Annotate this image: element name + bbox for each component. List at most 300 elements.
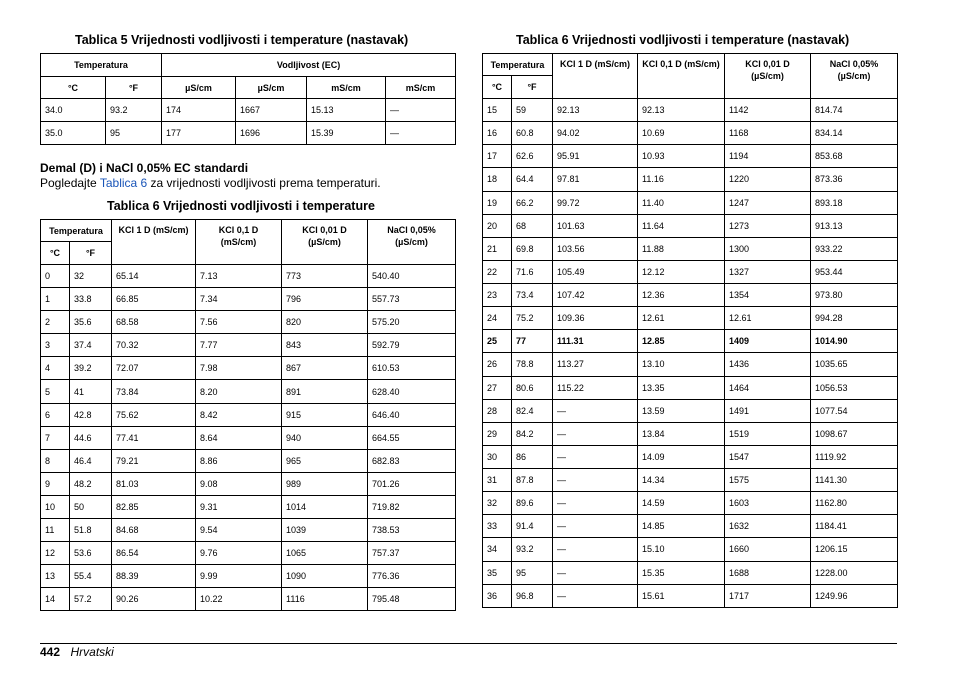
table6-right-cell: 1056.53 [811,376,898,399]
table6-left-cell: 10.22 [196,588,282,611]
table6-right-header-nacl: NaCl 0,05% (µS/cm) [811,54,898,99]
table6-right-cell: 103.56 [553,237,638,260]
table6-left-cell: 867 [282,357,368,380]
table6-left-cell: 2 [41,311,70,334]
table6-left-cell: 7.13 [196,265,282,288]
table6-right-row [483,307,898,330]
table6-right-cell: 93.2 [512,538,553,561]
table6-right-cell: 84.2 [512,422,553,445]
table6-left-header-kcl1: KCl 1 D (mS/cm) [112,220,196,265]
table6-right-cell: 82.4 [512,399,553,422]
table6-right-cell: 1184.41 [811,515,898,538]
table6-left-cell: 51.8 [70,519,112,542]
table6-right-cell: 20 [483,214,512,237]
table6-right-row [483,376,898,399]
table6-right-cell: 66.2 [512,191,553,214]
table6-left-cell: 776.36 [368,565,456,588]
table6-left-cell: 8 [41,449,70,472]
table6-right-cell: 14.59 [638,492,725,515]
table6-right-cell: 1300 [725,237,811,260]
table6-left-cell: 7.56 [196,311,282,334]
table6-right-cell: 92.13 [638,99,725,122]
table6-right-row [483,191,898,214]
table6-right-cell: 31 [483,469,512,492]
table6-left-cell: 10 [41,495,70,518]
table6-right-cell: 78.8 [512,353,553,376]
table6-right-cell: 814.74 [811,99,898,122]
table6-left-cell: 9.08 [196,472,282,495]
table6-left-cell: 719.82 [368,495,456,518]
table6-right-cell: 1098.67 [811,422,898,445]
table6-left-header-temperature: Temperatura [41,220,112,242]
table6-right [482,53,898,608]
table6-right-cell: 71.6 [512,260,553,283]
table6-right-cell: 27 [483,376,512,399]
table6-left-cell: 77.41 [112,426,196,449]
table6-right-cell: 1168 [725,122,811,145]
table6-left-cell: 32 [70,265,112,288]
table5-cell: 34.0 [41,99,106,122]
table6-left-cell: 42.8 [70,403,112,426]
table6-left-cell: 90.26 [112,588,196,611]
table6-right-cell: 69.8 [512,237,553,260]
table6-left-cell: 1090 [282,565,368,588]
table6-right-cell: 32 [483,492,512,515]
table6-left-cell: 8.20 [196,380,282,403]
table6-right-cell: 1142 [725,99,811,122]
table6-left-cell: 14 [41,588,70,611]
table6-left-row [41,426,456,449]
table6-right-cell: — [553,561,638,584]
table6-right-cell: 913.13 [811,214,898,237]
table6-right-cell: 1206.15 [811,538,898,561]
table6-right-cell: 36 [483,584,512,607]
table6-right-cell: — [553,492,638,515]
table6-left-cell: 701.26 [368,472,456,495]
table6-right-cell: 30 [483,445,512,468]
table6-left-header-kcl01: KCl 0,1 D (mS/cm) [196,220,282,265]
table6-right-cell: 953.44 [811,260,898,283]
table6-right-cell: 26 [483,353,512,376]
table6-right-cell: 13.59 [638,399,725,422]
table6-left-cell: 57.2 [70,588,112,611]
table5-cell: 1696 [236,122,307,145]
table6-left-cell: 72.07 [112,357,196,380]
table5-cell: 15.13 [307,99,386,122]
table6-left-cell: 915 [282,403,368,426]
table5-header-conductivity: Vodljivost (EC) [162,54,456,77]
table6-right-cell: 105.49 [553,260,638,283]
table6-right-row [483,330,898,353]
footer [40,643,114,661]
table6-left-row [41,357,456,380]
table6-right-cell: — [553,422,638,445]
table6-right-cell: 23 [483,284,512,307]
table6-left-cell: 11 [41,519,70,542]
page-number: 442 [40,645,61,659]
table6-right-cell: 1273 [725,214,811,237]
table6-right-cell: — [553,538,638,561]
table6-left-caption: Tablica 6 Vrijednosti vodljivosti i temperature [107,199,375,213]
table6-right-subheader-c: °C [483,76,512,99]
table6-left-cell: 1014 [282,495,368,518]
table6-left-cell: 757.37 [368,542,456,565]
table6-left-cell: 989 [282,472,368,495]
table6-right-cell: 68 [512,214,553,237]
table6-right-cell: 101.63 [553,214,638,237]
table6-right-cell: 1247 [725,191,811,214]
table6-right-cell: 853.68 [811,145,898,168]
table6-right-header-kcl01: KCl 0,1 D (mS/cm) [638,54,725,99]
table6-left-cell: 48.2 [70,472,112,495]
table6-right-cell: 19 [483,191,512,214]
table6-right-cell: 25 [483,330,512,353]
table6-right-cell: 96.8 [512,584,553,607]
table6-right-cell: 1035.65 [811,353,898,376]
table6-left-cell: 820 [282,311,368,334]
table6-left-cell: 592.79 [368,334,456,357]
table6-right-cell: 28 [483,399,512,422]
table6-left-cell: 1 [41,288,70,311]
table5-header-temperature: Temperatura [41,54,162,77]
table6-right-cell: 13.35 [638,376,725,399]
table6-right-cell: 1249.96 [811,584,898,607]
table6-right-cell: 59 [512,99,553,122]
table6-left-cell: 12 [41,542,70,565]
table6-right-cell: 99.72 [553,191,638,214]
table6-right-cell: 1228.00 [811,561,898,584]
table6-left [40,219,456,611]
table6-left-cell: 9.31 [196,495,282,518]
table6-right-cell: 80.6 [512,376,553,399]
table5-subheader: °C [41,77,106,99]
table6-right-cell: 1354 [725,284,811,307]
table6-right-header-kcl001: KCl 0,01 D (µS/cm) [725,54,811,99]
table6-left-cell: 738.53 [368,519,456,542]
table6-left-cell: 7.34 [196,288,282,311]
table6-right-cell: 15.35 [638,561,725,584]
table6-right-cell: 95.91 [553,145,638,168]
table6-right-cell: 1660 [725,538,811,561]
table6-right-cell: 1327 [725,260,811,283]
table6-left-cell: 540.40 [368,265,456,288]
table6-left-cell: 81.03 [112,472,196,495]
table6-left-cell: 66.85 [112,288,196,311]
table6-right-cell: 115.22 [553,376,638,399]
table6-left-header-nacl: NaCl 0,05% (µS/cm) [368,220,456,265]
table6-right-cell: 18 [483,168,512,191]
table6-right-row [483,353,898,376]
table6-left-cell: 79.21 [112,449,196,472]
section-heading: Demal (D) i NaCl 0,05% EC standardi [40,161,249,175]
table6-left-cell: 9.99 [196,565,282,588]
table6-left-cell: 795.48 [368,588,456,611]
table6-right-cell: 12.61 [725,307,811,330]
table6-right-cell: 60.8 [512,122,553,145]
table6-right-cell: 87.8 [512,469,553,492]
table6-left-row [41,565,456,588]
table6-right-cell: 64.4 [512,168,553,191]
table6-right-cell: 933.22 [811,237,898,260]
table6-left-cell: 44.6 [70,426,112,449]
table6-right-cell: 24 [483,307,512,330]
table6-left-row [41,380,456,403]
table6-right-cell: 1547 [725,445,811,468]
table6-right-cell: 1409 [725,330,811,353]
table6-left-cell: 8.86 [196,449,282,472]
table6-right-cell: 11.40 [638,191,725,214]
table5-row [41,122,456,145]
table6-right-cell: 77 [512,330,553,353]
table6-right-cell: 22 [483,260,512,283]
table6-right-cell: 873.36 [811,168,898,191]
table6-right-cell: 11.16 [638,168,725,191]
table6-right-cell: 21 [483,237,512,260]
table6-right-cell: 14.34 [638,469,725,492]
table6-right-cell: — [553,445,638,468]
table6-right-cell: 35 [483,561,512,584]
table6-left-cell: 843 [282,334,368,357]
table6-left-subheader-f: °F [70,242,112,265]
table6-left-row [41,588,456,611]
table5 [40,53,456,145]
table6-left-cell: 65.14 [112,265,196,288]
table6-left-cell: 5 [41,380,70,403]
table6-left-header-kcl001: KCl 0,01 D (µS/cm) [282,220,368,265]
table6-left-cell: 8.64 [196,426,282,449]
table6-left-cell: 33.8 [70,288,112,311]
table6-left-cell: 940 [282,426,368,449]
table6-right-cell: 1717 [725,584,811,607]
table6-left-cell: 664.55 [368,426,456,449]
table6-left-cell: 9.54 [196,519,282,542]
table6-right-row [483,515,898,538]
table6-right-cell: 94.02 [553,122,638,145]
table6-right-cell: 10.69 [638,122,725,145]
table6-left-cell: 68.58 [112,311,196,334]
table6-right-cell: 34 [483,538,512,561]
table6-right-cell: 14.09 [638,445,725,468]
table6-link[interactable]: Tablica 6 [99,176,148,190]
table6-left-cell: 86.54 [112,542,196,565]
table6-right-cell: 15 [483,99,512,122]
section-text-before: Pogledajte [40,176,100,190]
section-text-after: za vrijednosti vodljivosti prema temperaturi. [147,176,381,190]
table6-right-cell: 11.88 [638,237,725,260]
table6-left-cell: 575.20 [368,311,456,334]
table6-right-cell: 97.81 [553,168,638,191]
table6-right-cell: 1632 [725,515,811,538]
table6-left-cell: 13 [41,565,70,588]
table6-left-subheader-c: °C [41,242,70,265]
table6-left-cell: 891 [282,380,368,403]
table6-right-cell: 893.18 [811,191,898,214]
table6-right-cell: 91.4 [512,515,553,538]
table6-left-cell: 82.85 [112,495,196,518]
table6-right-cell: 109.36 [553,307,638,330]
table6-right-cell: 1014.90 [811,330,898,353]
table6-right-cell: 1162.80 [811,492,898,515]
table6-right-cell: 62.6 [512,145,553,168]
table6-left-cell: 1065 [282,542,368,565]
table6-right-caption: Tablica 6 Vrijednosti vodljivosti i temperature (nastavak) [516,33,850,47]
table6-left-cell: 6 [41,403,70,426]
table6-right-row [483,260,898,283]
table6-right-header-kcl1: KCl 1 D (mS/cm) [553,54,638,99]
table6-right-cell: — [553,399,638,422]
table6-right-row [483,538,898,561]
table6-right-cell: 1603 [725,492,811,515]
table6-left-cell: 682.83 [368,449,456,472]
table6-left-cell: 1039 [282,519,368,542]
table6-left-row [41,311,456,334]
table5-cell: — [386,122,456,145]
table6-right-cell: 86 [512,445,553,468]
table6-right-cell: 1491 [725,399,811,422]
table6-right-cell: 10.93 [638,145,725,168]
table6-right-cell: — [553,469,638,492]
table6-right-cell: 73.4 [512,284,553,307]
table6-right-cell: 95 [512,561,553,584]
table6-right-cell: 1194 [725,145,811,168]
table6-right-cell: 15.10 [638,538,725,561]
table6-left-cell: 1116 [282,588,368,611]
table5-subheader: µS/cm [236,77,307,99]
table6-left-cell: 84.68 [112,519,196,542]
table6-left-cell: 37.4 [70,334,112,357]
table6-right-subheader-f: °F [512,76,553,99]
table6-right-cell: 1688 [725,561,811,584]
table6-left-cell: 4 [41,357,70,380]
table6-right-cell: 12.12 [638,260,725,283]
table6-left-row [41,334,456,357]
table5-cell: 95 [106,122,162,145]
table6-right-row [483,284,898,307]
table6-left-cell: 50 [70,495,112,518]
table6-right-cell: 12.36 [638,284,725,307]
table6-right-cell: 1077.54 [811,399,898,422]
table6-right-cell: 16 [483,122,512,145]
table6-right-cell: 1575 [725,469,811,492]
table6-left-cell: 9 [41,472,70,495]
table6-left-cell: 53.6 [70,542,112,565]
table6-left-cell: 8.42 [196,403,282,426]
table6-right-row [483,492,898,515]
table6-left-cell: 7 [41,426,70,449]
table6-right-cell: 111.31 [553,330,638,353]
table6-right-row [483,422,898,445]
table5-cell: 15.39 [307,122,386,145]
table6-left-row [41,449,456,472]
table6-left-row [41,265,456,288]
table6-right-cell: 75.2 [512,307,553,330]
table6-right-row [483,469,898,492]
table6-left-row [41,403,456,426]
footer-divider [40,643,897,644]
table5-cell: — [386,99,456,122]
table6-right-row [483,584,898,607]
table6-right-cell: 17 [483,145,512,168]
table6-right-cell: 12.61 [638,307,725,330]
table6-right-cell: 994.28 [811,307,898,330]
table6-right-cell: 13.84 [638,422,725,445]
table6-left-cell: 55.4 [70,565,112,588]
table6-right-cell: 13.10 [638,353,725,376]
table6-right-row [483,237,898,260]
table6-right-cell: 14.85 [638,515,725,538]
table6-right-row [483,561,898,584]
table6-left-cell: 628.40 [368,380,456,403]
table5-row [41,99,456,122]
table6-right-cell: 113.27 [553,353,638,376]
table6-right-cell: 107.42 [553,284,638,307]
table5-subheader: °F [106,77,162,99]
table6-right-cell: 1464 [725,376,811,399]
table6-left-cell: 965 [282,449,368,472]
table6-right-row [483,99,898,122]
table6-right-row [483,214,898,237]
table6-right-cell: — [553,584,638,607]
table5-subheader: mS/cm [386,77,456,99]
table6-right-cell: 973.80 [811,284,898,307]
table6-right-cell: 1220 [725,168,811,191]
table6-right-cell: 12.85 [638,330,725,353]
section-paragraph [40,176,381,190]
table5-caption: Tablica 5 Vrijednosti vodljivosti i temperature (nastavak) [75,33,409,47]
table5-cell: 174 [162,99,236,122]
table6-left-cell: 610.53 [368,357,456,380]
table6-left-cell: 70.32 [112,334,196,357]
table6-right-cell: 33 [483,515,512,538]
footer-language: Hrvatski [70,645,114,659]
table6-left-cell: 557.73 [368,288,456,311]
table6-left-cell: 88.39 [112,565,196,588]
table6-right-cell: 92.13 [553,99,638,122]
table6-right-row [483,445,898,468]
table6-left-cell: 796 [282,288,368,311]
table6-left-cell: 7.98 [196,357,282,380]
table6-left-cell: 75.62 [112,403,196,426]
table6-right-cell: 1436 [725,353,811,376]
table6-right-cell: 1119.92 [811,445,898,468]
table5-subheader: µS/cm [162,77,236,99]
table6-right-row [483,145,898,168]
table6-right-cell: 1519 [725,422,811,445]
table6-right-cell: 1141.30 [811,469,898,492]
table6-left-row [41,519,456,542]
table6-left-cell: 41 [70,380,112,403]
table5-cell: 177 [162,122,236,145]
table6-right-header-temperature: Temperatura [483,54,553,76]
table6-left-row [41,288,456,311]
table6-left-cell: 35.6 [70,311,112,334]
table6-right-cell: — [553,515,638,538]
table6-left-cell: 9.76 [196,542,282,565]
table6-left-row [41,495,456,518]
table6-right-cell: 11.64 [638,214,725,237]
table6-left-cell: 7.77 [196,334,282,357]
table5-cell: 35.0 [41,122,106,145]
table5-cell: 93.2 [106,99,162,122]
table6-right-cell: 89.6 [512,492,553,515]
table5-cell: 1667 [236,99,307,122]
table6-right-cell: 29 [483,422,512,445]
table6-right-cell: 834.14 [811,122,898,145]
table6-left-row [41,542,456,565]
table6-left-cell: 39.2 [70,357,112,380]
table6-right-row [483,122,898,145]
table6-left-cell: 646.40 [368,403,456,426]
